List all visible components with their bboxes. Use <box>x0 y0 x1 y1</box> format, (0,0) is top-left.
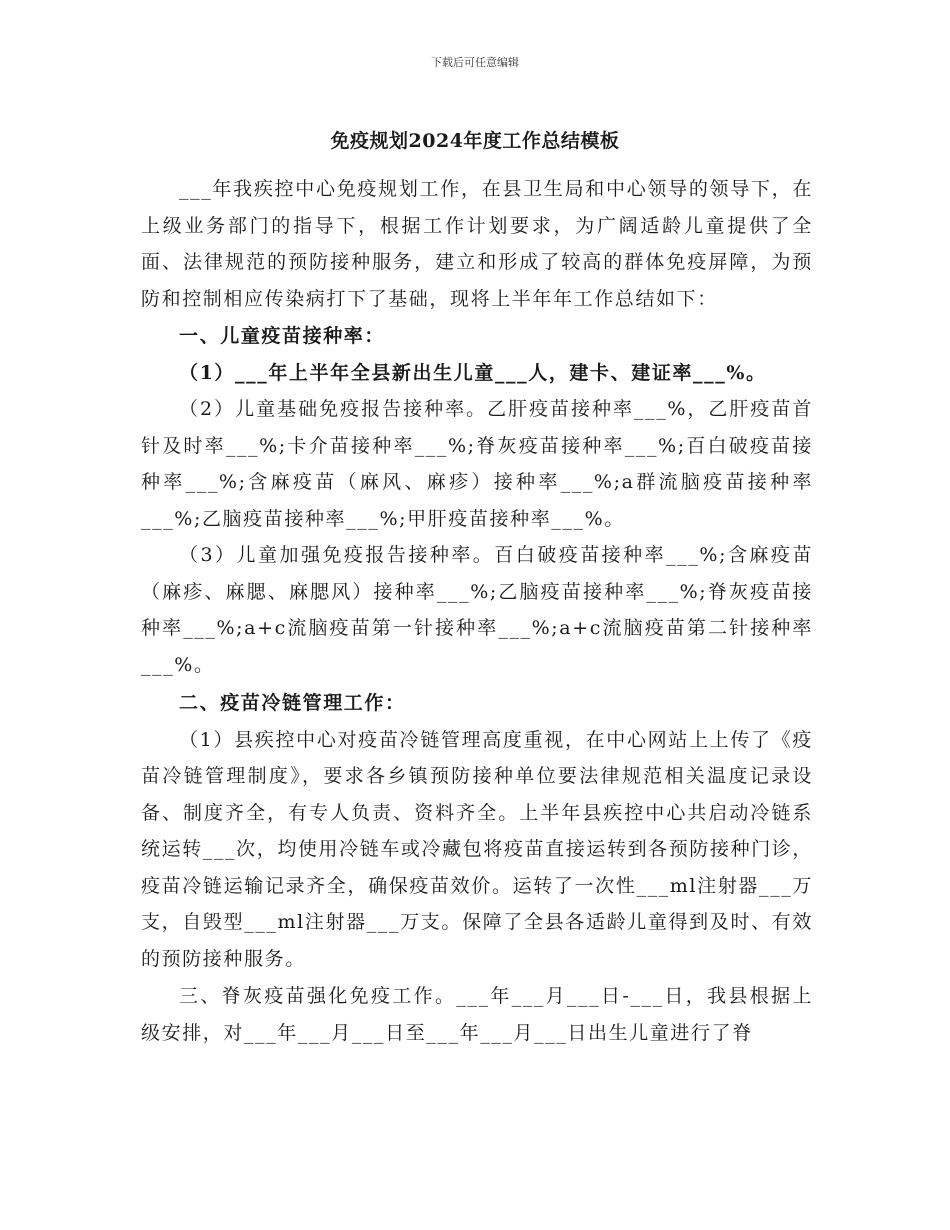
paragraph-3: （3）儿童加强免疫报告接种率。百白破疫苗接种率___%;含麻疫苗（麻疹、麻腮、麻腮风）接种率___%;乙脑疫苗接种率___%;脊灰疫苗接种率___%;a+c流脑疫苗第一针接种率___%;a+c流脑疫苗第二针接种率___%。 <box>141 544 813 676</box>
paragraph-1: （1）___年上半年全县新出生儿童___人，建卡、建证率___%。 <box>179 361 767 384</box>
paragraph-2: （2）儿童基础免疫报告接种率。乙肝疫苗接种率___%，乙肝疫苗首针及时率___%;卡介苗接种率___%;脊灰疫苗接种率___%;百白破疫苗接种率___%;含麻疫苗（麻风、麻疹）接种率___%;a群流脑疫苗接种率___%;乙脑疫苗接种率___%;甲肝疫苗接种率___%。 <box>141 398 813 530</box>
document-title: 免疫规划2024年度工作总结模板 <box>330 130 620 152</box>
intro-paragraph: ___年我疾控中心免疫规划工作，在县卫生局和中心领导的领导下，在上级业务部门的指导下，根据工作计划要求，为广阔适龄儿童提供了全面、法律规范的预防接种服务，建立和形成了较高的群体免疫屏障，为预防和控制相应传染病打下了基础，现将上半年年工作总结如下： <box>141 178 813 310</box>
section-heading-2: 二、疫苗冷链管理工作： <box>179 692 406 714</box>
section-heading-1: 一、儿童疫苗接种率： <box>179 325 386 347</box>
document-body <box>141 171 813 1051</box>
paragraph-4: （1）县疾控中心对疫苗冷链管理高度重视，在中心网站上上传了《疫苗冷链管理制度》，要求各乡镇预防接种单位要法律规范相关温度记录设备、制度齐全，有专人负责、资料齐全。上半年县疾控中心共启动冷链系统运转___次，均使用冷链车或冷藏包将疫苗直接运转到各预防接种门诊，疫苗冷链运输记录齐全，确保疫苗效价。运转了一次性___ml注射器___万支，自毁型___ml注射器___万支。保障了全县各适龄儿童得到及时、有效的预防接种服务。 <box>141 728 813 970</box>
page-header: 下载后可任意编辑 <box>431 56 519 69</box>
paragraph-5: 三、脊灰疫苗强化免疫工作。___年___月___日-___日，我县根据上级安排，对___年___月___日至___年___月___日出生儿童进行了脊 <box>141 985 813 1044</box>
